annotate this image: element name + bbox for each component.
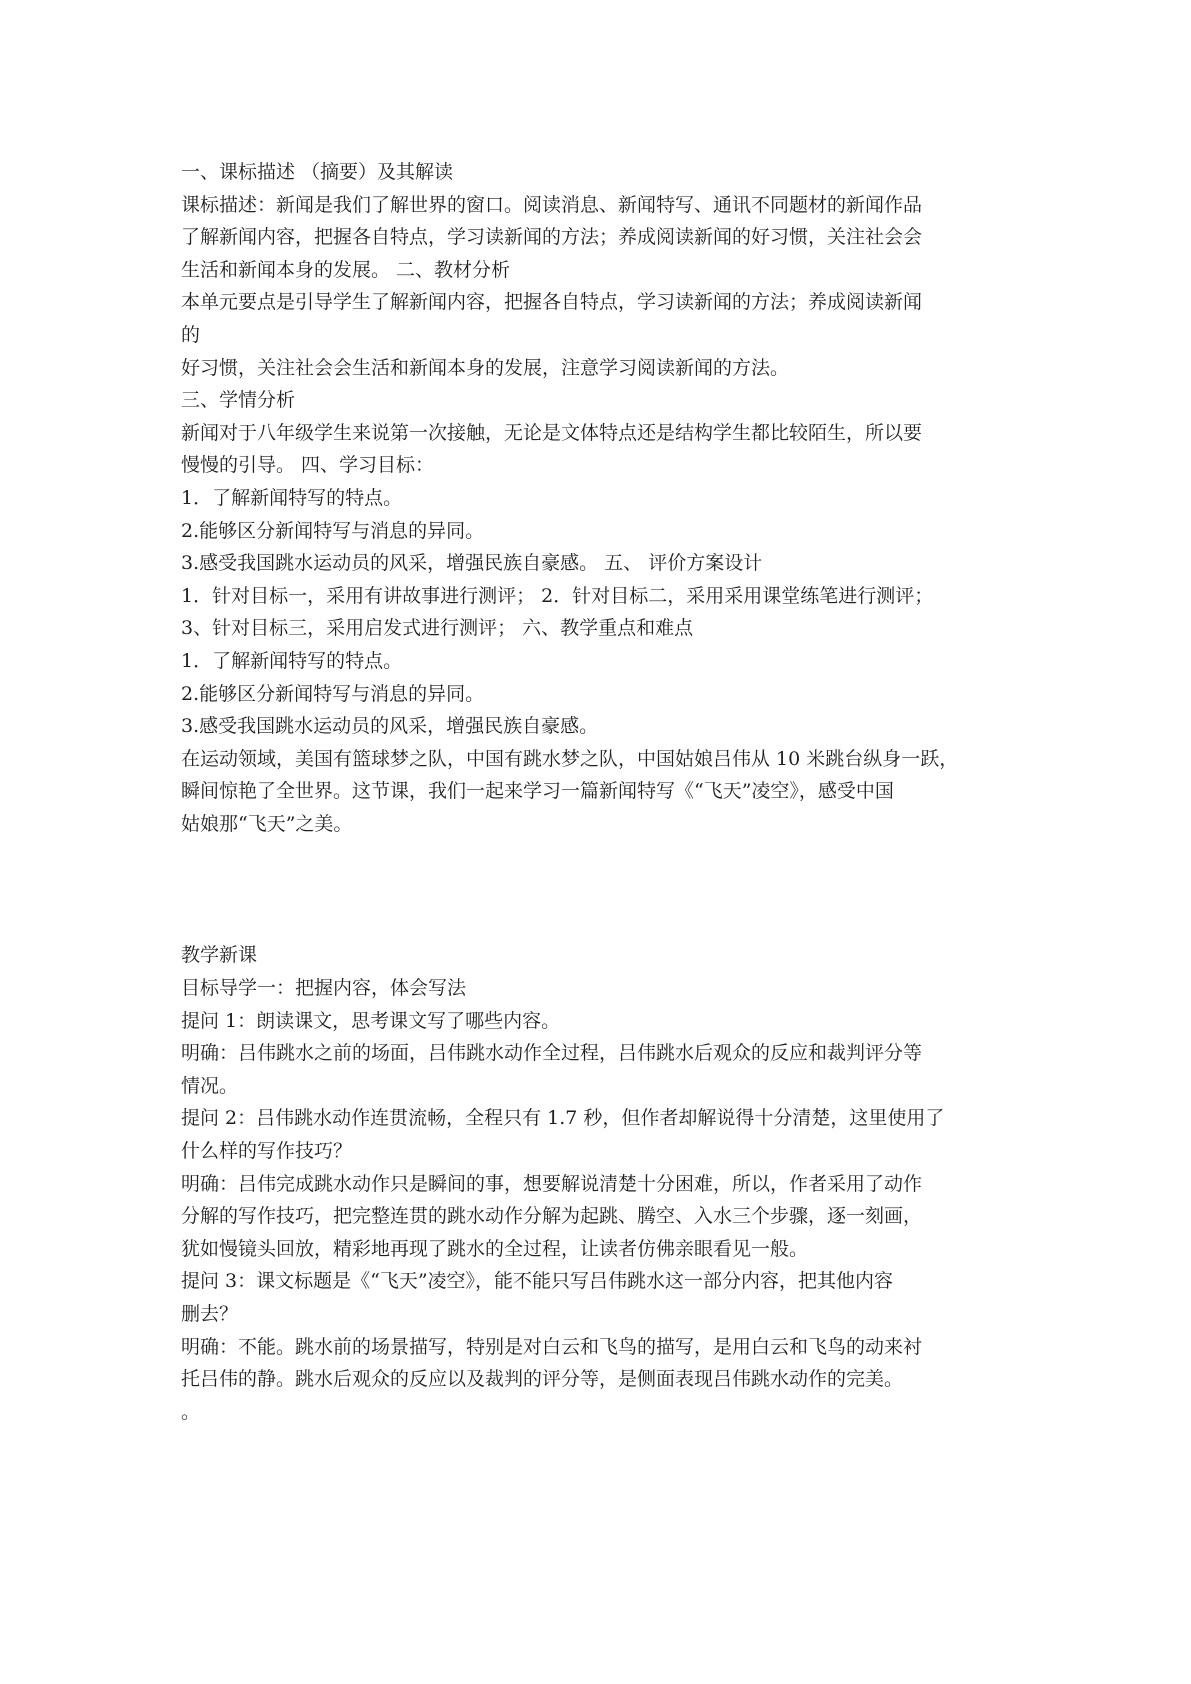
answer-line: 明确：吕伟跳水之前的场面，吕伟跳水动作全过程，吕伟跳水后观众的反应和裁判评分等 xyxy=(181,1042,923,1065)
goal-item: 2.能够区分新闻特写与消息的异同。 xyxy=(181,519,485,542)
paragraph-line: 好习惯，关注社会会生活和新闻本身的发展，注意学习阅读新闻的方法。 xyxy=(181,356,790,379)
intro-paragraph-line: 姑娘那“飞天”之美。 xyxy=(181,812,353,835)
goal-item: 3.感受我国跳水运动员的风采，增强民族自豪感。 五、 评价方案设计 xyxy=(181,552,763,575)
answer-line: 托吕伟的静。跳水后观众的反应以及裁判的评分等，是侧面表现吕伟跳水动作的完美。 xyxy=(181,1368,904,1391)
section-heading-curriculum: 一、课标描述 （摘要）及其解读 xyxy=(181,161,454,183)
paragraph-line: 的 xyxy=(181,323,201,346)
intro-paragraph-line: 瞬间惊艳了全世界。这节课，我们一起来学习一篇新闻特写《“飞天”凌空》，感受中国 xyxy=(181,780,894,803)
intro-paragraph-line: 在运动领域，美国有篮球梦之队，中国有跳水梦之队，中国姑娘吕伟从 10 米跳台纵身一跃， xyxy=(181,747,959,770)
answer-line: 分解的写作技巧，把完整连贯的跳水动作分解为起跳、腾空、入水三个步骤，逐一刻画， xyxy=(181,1205,923,1228)
subheading-goal-guide: 目标导学一：把握内容，体会写法 xyxy=(181,977,467,1000)
question-line: 提问 2：吕伟跳水动作连贯流畅，全程只有 1.7 秒，但作者却解说得十分清楚，这里使用了 xyxy=(181,1107,945,1130)
answer-line: 明确：吕伟完成跳水动作只是瞬间的事，想要解说清楚十分困难，所以，作者采用了动作 xyxy=(181,1172,923,1195)
paragraph-line: 慢慢的引导。 四、学习目标： xyxy=(181,454,435,477)
section-heading-new-lesson: 教学新课 xyxy=(181,944,258,967)
section-heading-learner-analysis: 三、学情分析 xyxy=(181,389,296,412)
section-gap xyxy=(181,840,1021,939)
question-line: 提问 1：朗读课文，思考课文写了哪些内容。 xyxy=(181,1009,561,1032)
question-line: 什么样的写作技巧？ xyxy=(181,1140,353,1163)
key-point-item: 3.感受我国跳水运动员的风采，增强民族自豪感。 xyxy=(181,715,599,738)
paragraph-line: 本单元要点是引导学生了解新闻内容，把握各自特点，学习读新闻的方法；养成阅读新闻 xyxy=(181,291,923,314)
paragraph-line: 生活和新闻本身的发展。 二、教材分析 xyxy=(181,258,511,281)
key-point-item: 2.能够区分新闻特写与消息的异同。 xyxy=(181,682,485,705)
paragraph-line: 了解新闻内容，把握各自特点，学习读新闻的方法；养成阅读新闻的好习惯，关注社会会 xyxy=(181,226,923,249)
answer-line: 情况。 xyxy=(181,1074,239,1097)
answer-line: 犹如慢镜头回放，精彩地再现了跳水的全过程，让读者仿佛亲眼看见一般。 xyxy=(181,1237,809,1260)
document-body xyxy=(181,156,1021,1428)
key-point-item: 1．了解新闻特写的特点。 xyxy=(181,649,403,672)
evaluation-item: 1．针对目标一，采用有讲故事进行测评； 2．针对目标二，采用采用课堂练笔进行测评； xyxy=(181,584,934,607)
paragraph-line: 新闻对于八年级学生来说第一次接触，无论是文体特点还是结构学生都比较陌生，所以要 xyxy=(181,421,923,444)
question-line: 提问 3：课文标题是《“飞天”凌空》，能不能只写吕伟跳水这一部分内容，把其他内容 xyxy=(181,1270,894,1293)
evaluation-item: 3、针对目标三，采用启发式进行测评； 六、教学重点和难点 xyxy=(181,617,694,640)
trailing-mark: 。 xyxy=(181,1400,201,1423)
goal-item: 1．了解新闻特写的特点。 xyxy=(181,486,403,509)
answer-line: 明确：不能。跳水前的场景描写，特别是对白云和飞鸟的描写，是用白云和飞鸟的动来衬 xyxy=(181,1335,923,1358)
paragraph-line: 课标描述：新闻是我们了解世界的窗口。阅读消息、新闻特写、通讯不同题材的新闻作品 xyxy=(181,193,923,216)
question-line: 删去？ xyxy=(181,1303,239,1325)
